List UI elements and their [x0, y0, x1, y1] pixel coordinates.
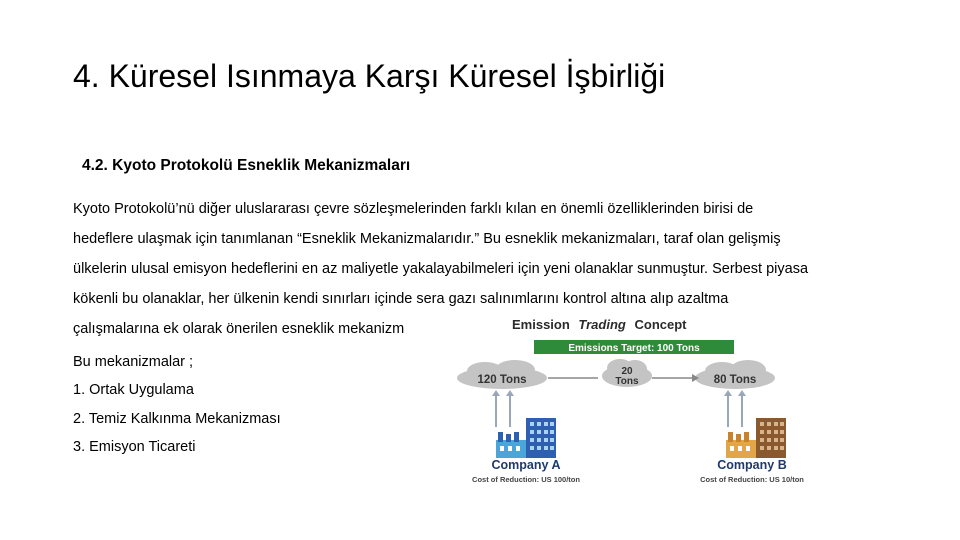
arrow-head-icon — [506, 390, 514, 396]
figure-title-part: Trading — [578, 317, 626, 332]
list-item: 2. Temiz Kalkınma Mekanizması — [73, 410, 281, 427]
emission-trading-figure — [440, 312, 860, 492]
arrow-head-icon — [724, 390, 732, 396]
emission-arrows-a — [496, 394, 510, 427]
paragraph-line: ülkelerin ulusal emisyon hedeflerini en az maliyetle yakalayabilmeleri için yeni olanaklar sunmuştur. Serbest piyasa — [73, 261, 809, 277]
cloud-a-label: 120 Tons — [477, 374, 527, 386]
paragraph-line: hedeflere ulaşmak için tanımlanan “Esneklik Mekanizmalarıdır.” Bu esneklik mekanizmaları, taraf olan gelişmiş — [73, 231, 781, 247]
cloud-transfer-value: 20 — [621, 366, 633, 377]
list-item: 3. Emisyon Ticareti — [73, 439, 196, 455]
company-b-label: Company B — [717, 458, 787, 472]
paragraph-line: kökenli bu olanaklar, her ülkenin kendi sınırları içinde sera gazı salınımlarını kontrol altına alıp azaltma — [73, 291, 729, 307]
factory-a-icon — [496, 418, 556, 458]
arrow-head-icon — [492, 390, 500, 396]
slide-subtitle: 4.2. Kyoto Protokolü Esneklik Mekanizmaları — [82, 157, 411, 174]
factory-b-icon — [726, 418, 786, 458]
list-item: 1. Ortak Uygulama — [73, 382, 194, 398]
paragraph-line: çalışmalarına ek olarak önerilen esneklik mekanizm — [73, 321, 405, 337]
slide-title: 4. Küresel Isınmaya Karşı Küresel İşbirliği — [73, 58, 666, 94]
cloud-a — [457, 360, 547, 389]
cloud-transfer — [602, 359, 652, 387]
cloud-b-label: 80 Tons — [713, 374, 757, 386]
figure-title-part: Concept — [634, 317, 687, 332]
company-a-label: Company A — [491, 458, 561, 472]
arrow-head-icon — [738, 390, 746, 396]
figure-title-part: Emission — [512, 317, 570, 332]
paragraph-line: Kyoto Protokolü’nü diğer uluslararası çevre sözleşmelerinden farklı kılan en önemli özelliklerinden birisi de — [73, 201, 754, 217]
emission-arrows-b — [728, 394, 742, 427]
list-intro: Bu mekanizmalar ; — [73, 354, 194, 370]
emission-trading-diagram — [440, 312, 860, 492]
figure-title — [512, 317, 687, 332]
cloud-transfer-unit: Tons — [615, 376, 639, 387]
company-a-cost: Cost of Reduction: US 100/ton — [472, 475, 580, 484]
cloud-b — [695, 360, 775, 389]
target-label: Emissions Target: 100 Tons — [568, 343, 700, 354]
company-b-cost: Cost of Reduction: US 10/ton — [700, 475, 804, 484]
mechanism-list — [73, 376, 281, 462]
